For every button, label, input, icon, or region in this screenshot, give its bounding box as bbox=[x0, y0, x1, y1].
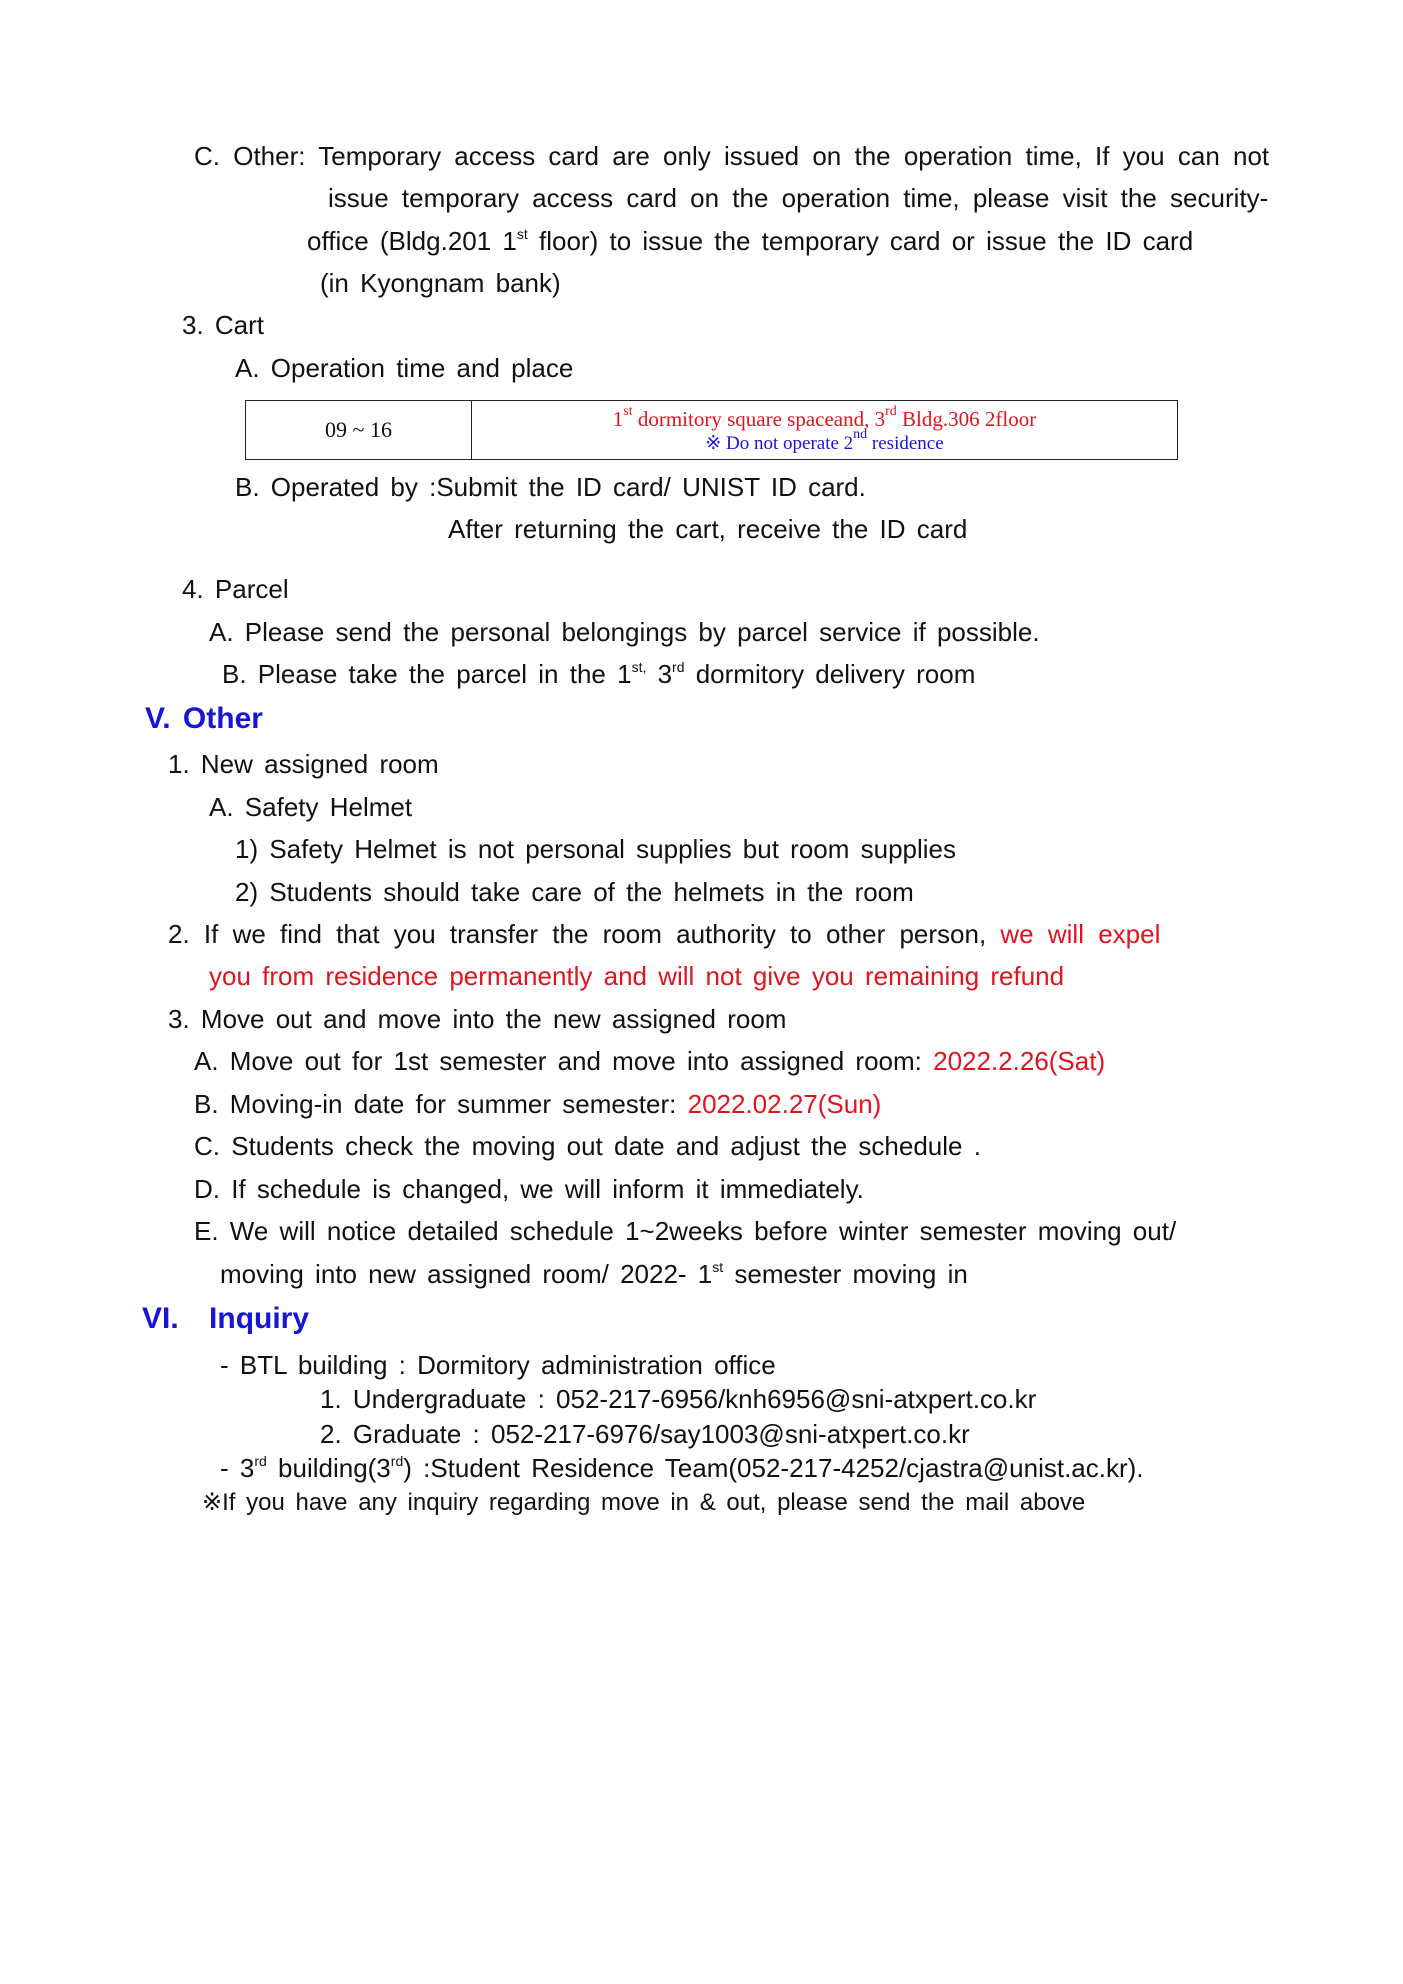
cart-return-note: After returning the cart, receive the ID card bbox=[448, 514, 968, 544]
transfer-warning-text: 2. If we find that you transfer the room authority to other person, bbox=[168, 919, 1001, 949]
cart-title: 3. Cart bbox=[182, 310, 265, 340]
parcel-b bbox=[222, 658, 975, 690]
third-mid: building(3 bbox=[266, 1453, 391, 1483]
inquiry-undergrad: 1. Undergraduate : 052-217-6956/knh6956@sni-atxpert.co.kr bbox=[320, 1384, 1037, 1414]
parcel-a: A. Please send the personal belongings by parcel service if possible. bbox=[209, 617, 1040, 647]
inquiry-note: ※If you have any inquiry regarding move in & out, please send the mail above bbox=[202, 1489, 1086, 1516]
section-vi-title: Inquiry bbox=[209, 1302, 310, 1335]
move-e-line1: E. We will notice detailed schedule 1~2weeks before winter semester moving out/ bbox=[194, 1216, 1177, 1246]
place-sup2: rd bbox=[885, 403, 897, 419]
helmet-note-2: 2) Students should take care of the helmets in the room bbox=[235, 877, 914, 907]
cart-place-cell bbox=[472, 401, 1178, 460]
move-e-line2 bbox=[220, 1258, 968, 1290]
section-v-heading: V. Other bbox=[145, 702, 263, 735]
inquiry-grad: 2. Graduate : 052-217-6976/say1003@sni-atxpert.co.kr bbox=[320, 1419, 970, 1449]
place-post: Bldg.306 2floor bbox=[896, 406, 1037, 431]
place2-pre: ※ Do not operate 2 bbox=[705, 432, 854, 454]
third-pre: - 3 bbox=[220, 1453, 255, 1483]
parcel-b-sup1: st, bbox=[631, 659, 647, 675]
cart-place-line1 bbox=[472, 403, 1177, 433]
other-c-line3-post: floor) to issue the temporary card or issue the ID card bbox=[527, 226, 1194, 256]
third-sup2: rd bbox=[390, 1453, 404, 1469]
other-c-line2: issue temporary access card on the operation time, please visit the security- bbox=[328, 183, 1269, 213]
move-title: 3. Move out and move into the new assigned room bbox=[168, 1004, 787, 1034]
other-c-line3-sup: st bbox=[516, 226, 528, 242]
place2-sup: nd bbox=[853, 426, 868, 442]
transfer-warning-red1: we will expel bbox=[1000, 919, 1161, 949]
new-room-title: 1. New assigned room bbox=[168, 749, 439, 779]
move-a-text: A. Move out for 1st semester and move into assigned room: bbox=[194, 1046, 934, 1076]
section-vi-num: VI. bbox=[142, 1302, 179, 1335]
move-b-text: B. Moving-in date for summer semester: bbox=[194, 1089, 688, 1119]
third-post: ) :Student Residence Team(052-217-4252/cjastra@unist.ac.kr). bbox=[403, 1453, 1144, 1483]
move-e-post: semester moving in bbox=[723, 1259, 968, 1289]
place-sup: st bbox=[623, 403, 633, 419]
move-b-date: 2022.02.27(Sun) bbox=[687, 1089, 882, 1119]
parcel-b-mid: 3 bbox=[646, 659, 673, 689]
move-a bbox=[194, 1045, 1105, 1077]
move-a-date: 2022.2.26(Sat) bbox=[933, 1046, 1106, 1076]
parcel-title: 4. Parcel bbox=[182, 574, 289, 604]
helmet-note-1: 1) Safety Helmet is not personal supplies but room supplies bbox=[235, 834, 957, 864]
parcel-b-sup2: rd bbox=[672, 659, 685, 675]
move-e-sup: st bbox=[712, 1259, 724, 1275]
inquiry-btl: - BTL building : Dormitory administration office bbox=[220, 1350, 776, 1380]
inquiry-third-building bbox=[220, 1452, 1144, 1484]
place-num: 1 bbox=[612, 406, 624, 431]
safety-helmet-label: A. Safety Helmet bbox=[209, 792, 413, 822]
place2-post: residence bbox=[867, 432, 944, 454]
move-b bbox=[194, 1088, 881, 1120]
cart-operated-by: B. Operated by :Submit the ID card/ UNIST ID card. bbox=[235, 472, 866, 502]
move-c: C. Students check the moving out date and adjust the schedule . bbox=[194, 1131, 981, 1161]
table-row bbox=[246, 401, 1178, 460]
other-c-text: Temporary access card are only issued on the operation time, If you can not bbox=[318, 141, 1270, 171]
parcel-b-pre: B. Please take the parcel in the 1 bbox=[222, 659, 632, 689]
other-c-label: C. Other: bbox=[194, 141, 306, 171]
cart-operation-label: A. Operation time and place bbox=[235, 353, 574, 383]
other-c-line1 bbox=[194, 140, 1269, 172]
third-sup1: rd bbox=[254, 1453, 267, 1469]
place-mid: dormitory square spaceand, 3 bbox=[632, 406, 886, 431]
other-c-line3-pre: office (Bldg.201 1 bbox=[307, 226, 517, 256]
move-d: D. If schedule is changed, we will inform it immediately. bbox=[194, 1174, 864, 1204]
transfer-warning-line1 bbox=[168, 918, 1160, 950]
cart-place-line2 bbox=[472, 426, 1177, 455]
cart-time-cell: 09 ~ 16 bbox=[246, 401, 472, 460]
other-c-line3 bbox=[307, 225, 1193, 257]
other-c-line4: (in Kyongnam bank) bbox=[320, 268, 561, 298]
section-vi-heading bbox=[142, 1303, 309, 1335]
cart-operation-table bbox=[245, 400, 1178, 460]
transfer-warning-line2: you from residence permanently and will not give you remaining refund bbox=[209, 961, 1065, 991]
move-e-pre: moving into new assigned room/ 2022- 1 bbox=[220, 1259, 713, 1289]
parcel-b-post: dormitory delivery room bbox=[684, 659, 976, 689]
